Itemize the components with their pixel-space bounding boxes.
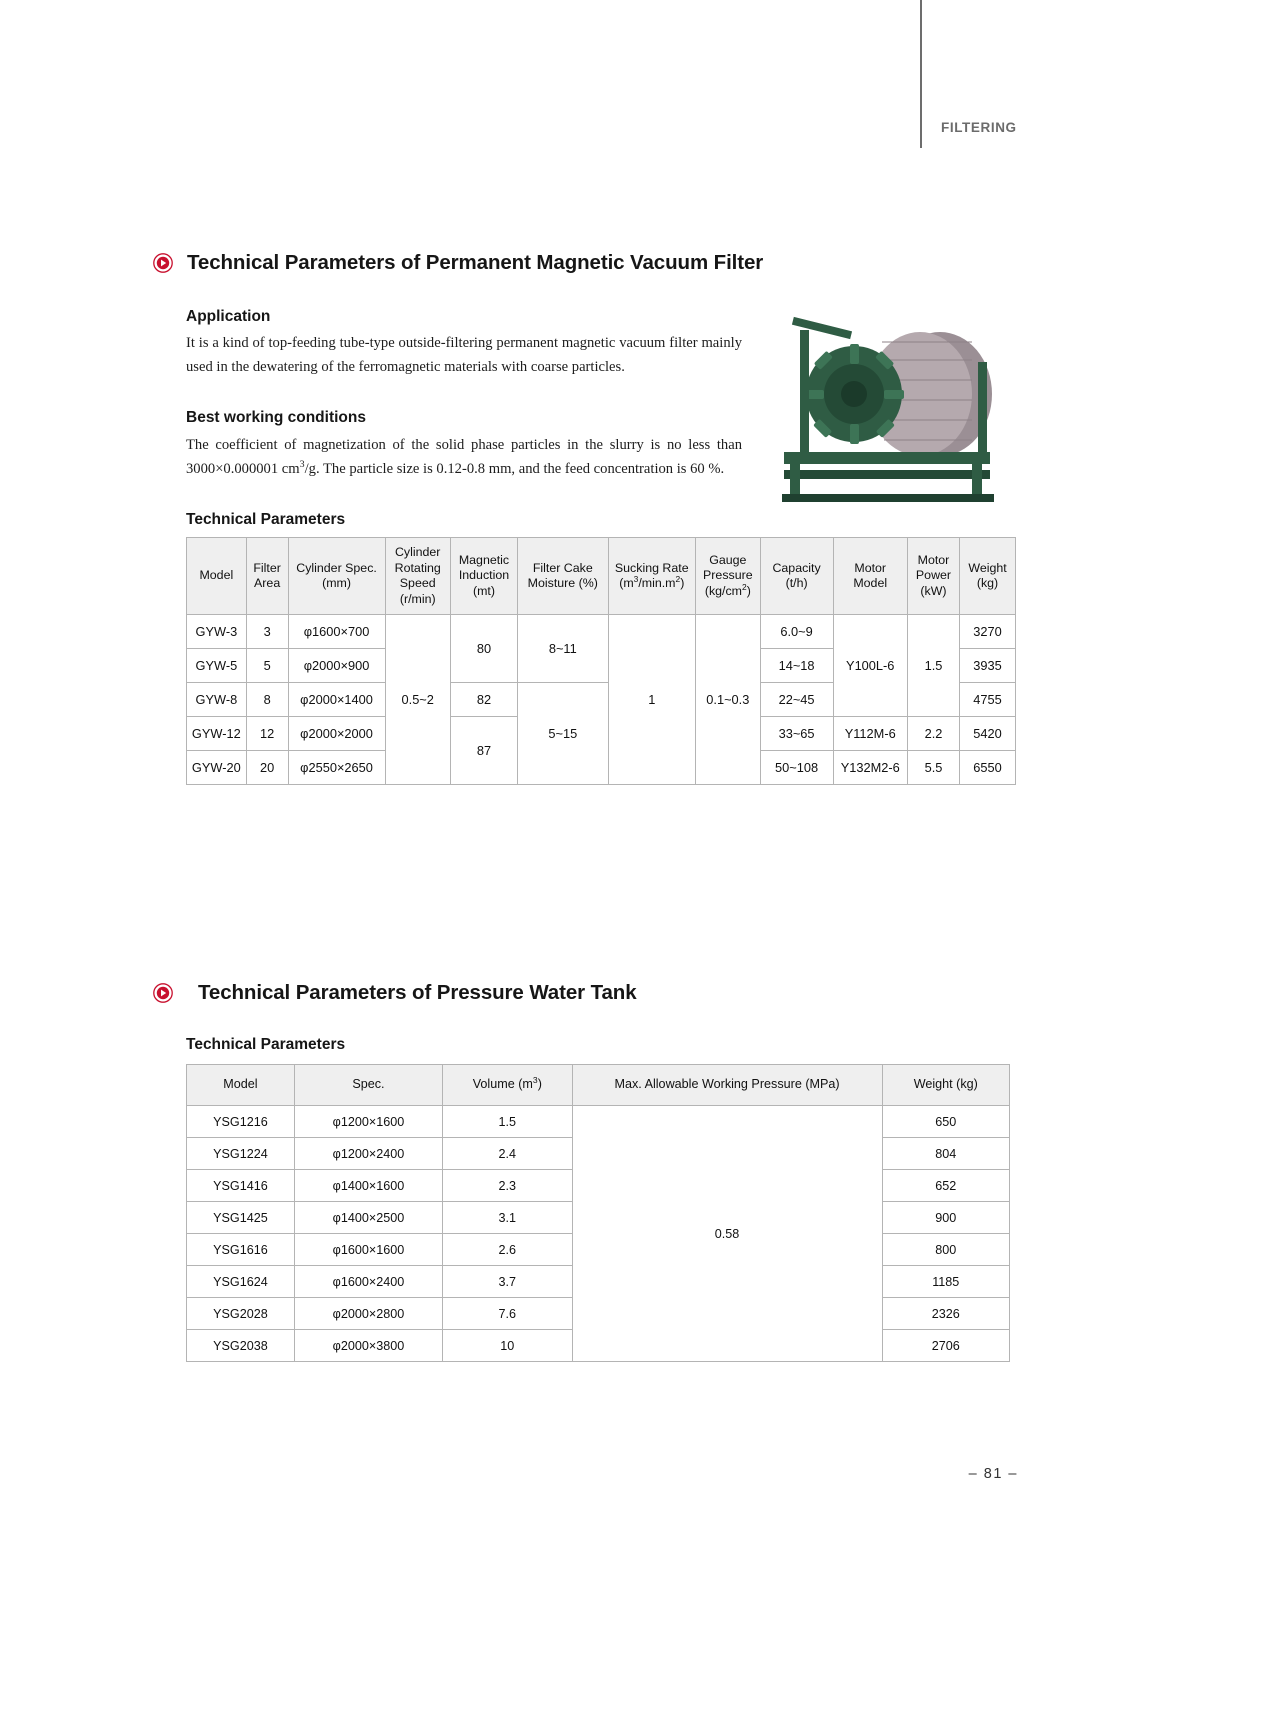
filter-area-line2: Area [254,576,281,590]
cell-model: YSG1216 [187,1106,295,1138]
col-header-filter-cake-moisture [518,538,608,615]
cell-model: GYW-20 [187,751,247,785]
filter-parameters-table [186,537,1016,785]
sucking-rate-line2a: (m [619,576,634,590]
col-header-cylinder-spec [288,538,385,615]
col-header-model: Model [187,1065,295,1106]
filter-cake-line1: Filter Cake [532,560,593,575]
cell-rotating-speed: 0.5~2 [385,615,450,785]
cell-spec: φ1200×1600 [294,1106,442,1138]
col-header-motor-power [907,538,959,615]
cell-spec: φ1400×2500 [294,1202,442,1234]
col-header-filter-area [246,538,288,615]
cell-volume: 2.3 [443,1170,573,1202]
best-working-conditions-paragraph [186,434,742,481]
rot-speed-line2: Rotating [394,560,441,575]
cell-capacity: 14~18 [760,649,833,683]
rot-speed-line3: Speed [399,576,436,590]
sucking-rate-sup2: 2 [675,573,681,584]
arrow-bullet-icon [152,982,174,1004]
cell-capacity: 6.0~9 [760,615,833,649]
cell-weight: 804 [882,1138,1009,1170]
cell-spec: φ1400×1600 [294,1170,442,1202]
sucking-rate-line2b: /min.m [638,576,676,590]
capacity-line1: Capacity [772,560,821,575]
cell-weight: 4755 [960,683,1016,717]
col-header-gauge-pressure [696,538,761,615]
cell-model: YSG1416 [187,1170,295,1202]
cell-gauge-pressure: 0.1~0.3 [696,615,761,785]
col-header-volume [443,1065,573,1106]
cell-model: GYW-3 [187,615,247,649]
filter-area-line1: Filter [253,560,281,575]
cell-magnetic-induction: 80 [450,615,517,683]
rot-speed-line4: (r/min) [399,591,436,606]
cell-filter-area: 12 [246,717,288,751]
cell-weight: 900 [882,1202,1009,1234]
filter-cake-line2: Moisture (%) [527,576,598,590]
section-heading-pressure-water-tank [152,981,637,1005]
cell-weight: 800 [882,1234,1009,1266]
sucking-rate-line2c: ) [680,576,685,590]
cell-spec: φ2000×2800 [294,1298,442,1330]
volume-label-a: Volume (m [472,1077,533,1092]
cell-volume: 10 [443,1330,573,1362]
col-header-model: Model [187,538,247,615]
motor-power-line3: (kW) [920,583,947,598]
sucking-rate-line1: Sucking Rate [614,560,689,575]
col-header-sucking-rate [608,538,696,615]
cell-volume: 3.1 [443,1202,573,1234]
cell-filter-area: 8 [246,683,288,717]
gauge-pressure-line2: Pressure [703,568,753,583]
col-header-capacity [760,538,833,615]
cell-magnetic-induction: 87 [450,717,517,785]
col-header-magnetic-induction [450,538,517,615]
cell-model: YSG1616 [187,1234,295,1266]
section-title-pressure-water-tank: Technical Parameters of Pressure Water Tank [198,981,637,1004]
col-header-spec: Spec. [294,1065,442,1106]
cell-model: GYW-12 [187,717,247,751]
technical-parameters-heading-1: Technical Parameters [186,511,346,528]
table-header-row [187,538,1016,615]
mag-ind-line1: Magnetic [458,552,510,567]
conditions-text-part3: /g. The particle size is 0.12-0.8 mm, and the feed concentration is 60 %. [304,460,725,477]
cylinder-spec-line1: Cylinder Spec. [296,560,377,575]
mag-ind-line2: Induction [458,568,510,583]
table-row [187,1106,1010,1138]
page-title: Technical Parameters of Permanent Magnetic Vacuum Filter [187,251,764,274]
cell-cylinder-spec: φ2000×900 [288,649,385,683]
cell-weight: 652 [882,1170,1009,1202]
cell-spec: φ2000×3800 [294,1330,442,1362]
cell-spec: φ1600×2400 [294,1266,442,1298]
weight-line2: (kg) [976,576,999,590]
gauge-pressure-sup: 2 [742,581,747,592]
cell-volume: 1.5 [443,1106,573,1138]
application-heading: Application [186,308,271,325]
table-header-row [187,1065,1010,1106]
cell-filter-area: 3 [246,615,288,649]
cell-model: GYW-8 [187,683,247,717]
multiply-sign: × [215,460,224,477]
col-header-motor-model [833,538,907,615]
cell-weight: 5420 [960,717,1016,751]
cell-volume: 7.6 [443,1298,573,1330]
motor-power-line2: Power [915,568,952,583]
page-number: – 81 – [968,1466,1018,1482]
cell-spec: φ1200×2400 [294,1138,442,1170]
cell-capacity: 33~65 [760,717,833,751]
motor-model-line1: Motor [854,560,887,575]
conditions-superscript: 3 [299,458,305,470]
cell-motor-model: Y100L-6 [833,615,907,717]
cell-filter-cake-moisture: 5~15 [518,683,608,785]
cell-motor-power: 1.5 [907,615,959,717]
cell-volume: 3.7 [443,1266,573,1298]
rot-speed-line1: Cylinder [394,545,441,559]
table-row [187,615,1016,649]
col-header-rotating-speed [385,538,450,615]
cell-magnetic-induction: 82 [450,683,517,717]
cell-spec: φ1600×1600 [294,1234,442,1266]
cell-filter-area: 20 [246,751,288,785]
gauge-pressure-line3a: (kg/cm [704,583,743,598]
cell-model: YSG2028 [187,1298,295,1330]
cell-filter-area: 5 [246,649,288,683]
cell-filter-cake-moisture: 8~11 [518,615,608,683]
running-header-label: FILTERING [941,120,1017,135]
cell-volume: 2.4 [443,1138,573,1170]
best-working-conditions-heading: Best working conditions [186,409,366,426]
cell-weight: 1185 [882,1266,1009,1298]
cylinder-spec-line2: (mm) [322,576,351,590]
weight-line1: Weight [968,560,1007,575]
col-header-weight [960,538,1016,615]
cell-capacity: 22~45 [760,683,833,717]
cell-motor-power: 2.2 [907,717,959,751]
cell-max-working-pressure: 0.58 [572,1106,882,1362]
cell-model: GYW-5 [187,649,247,683]
motor-power-line1: Motor [917,552,950,567]
cell-model: YSG1224 [187,1138,295,1170]
cell-motor-model: Y112M-6 [833,717,907,751]
cell-motor-power: 5.5 [907,751,959,785]
gauge-pressure-line3b: ) [746,583,751,598]
cell-weight: 2326 [882,1298,1009,1330]
col-header-weight: Weight (kg) [882,1065,1009,1106]
technical-parameters-heading-2: Technical Parameters [186,1036,346,1053]
motor-model-line2: Model [853,576,888,590]
cell-model: YSG1425 [187,1202,295,1234]
conditions-text-part1: The coefficient of magnetization of the solid phase particles in the slurry is no less than 3000 [186,437,742,477]
gauge-pressure-line1: Gauge [709,552,747,567]
cell-cylinder-spec: φ2000×2000 [288,717,385,751]
section-heading-magnetic-vacuum-filter [152,251,763,275]
cell-sucking-rate: 1 [608,615,696,785]
cell-cylinder-spec: φ2000×1400 [288,683,385,717]
arrow-bullet-icon [152,252,174,274]
cell-cylinder-spec: φ2550×2650 [288,751,385,785]
col-header-max-working-pressure: Max. Allowable Working Pressure (MPa) [572,1065,882,1106]
product-photo-vacuum-filter [762,302,1014,514]
cell-model: YSG1624 [187,1266,295,1298]
cell-capacity: 50~108 [760,751,833,785]
cell-cylinder-spec: φ1600×700 [288,615,385,649]
volume-label-b: ) [537,1077,542,1092]
volume-superscript: 3 [532,1075,538,1086]
cell-model: YSG2038 [187,1330,295,1362]
header-rule [920,0,922,148]
cell-volume: 2.6 [443,1234,573,1266]
cell-weight: 6550 [960,751,1016,785]
cell-weight: 650 [882,1106,1009,1138]
cell-weight: 2706 [882,1330,1009,1362]
conditions-text-part2: 0.000001 cm [223,460,300,477]
cell-weight: 3270 [960,615,1016,649]
cell-weight: 3935 [960,649,1016,683]
pressure-water-tank-table [186,1064,1010,1362]
mag-ind-line3: (mt) [472,583,495,598]
capacity-line2: (t/h) [785,576,808,590]
application-paragraph: It is a kind of top-feeding tube-type outside-filtering permanent magnetic vacuum filter mainly used in the dewatering of the ferromagnetic materials with coarse particles. [186,335,742,375]
cell-motor-model: Y132M2-6 [833,751,907,785]
sucking-rate-sup1: 3 [633,573,639,584]
